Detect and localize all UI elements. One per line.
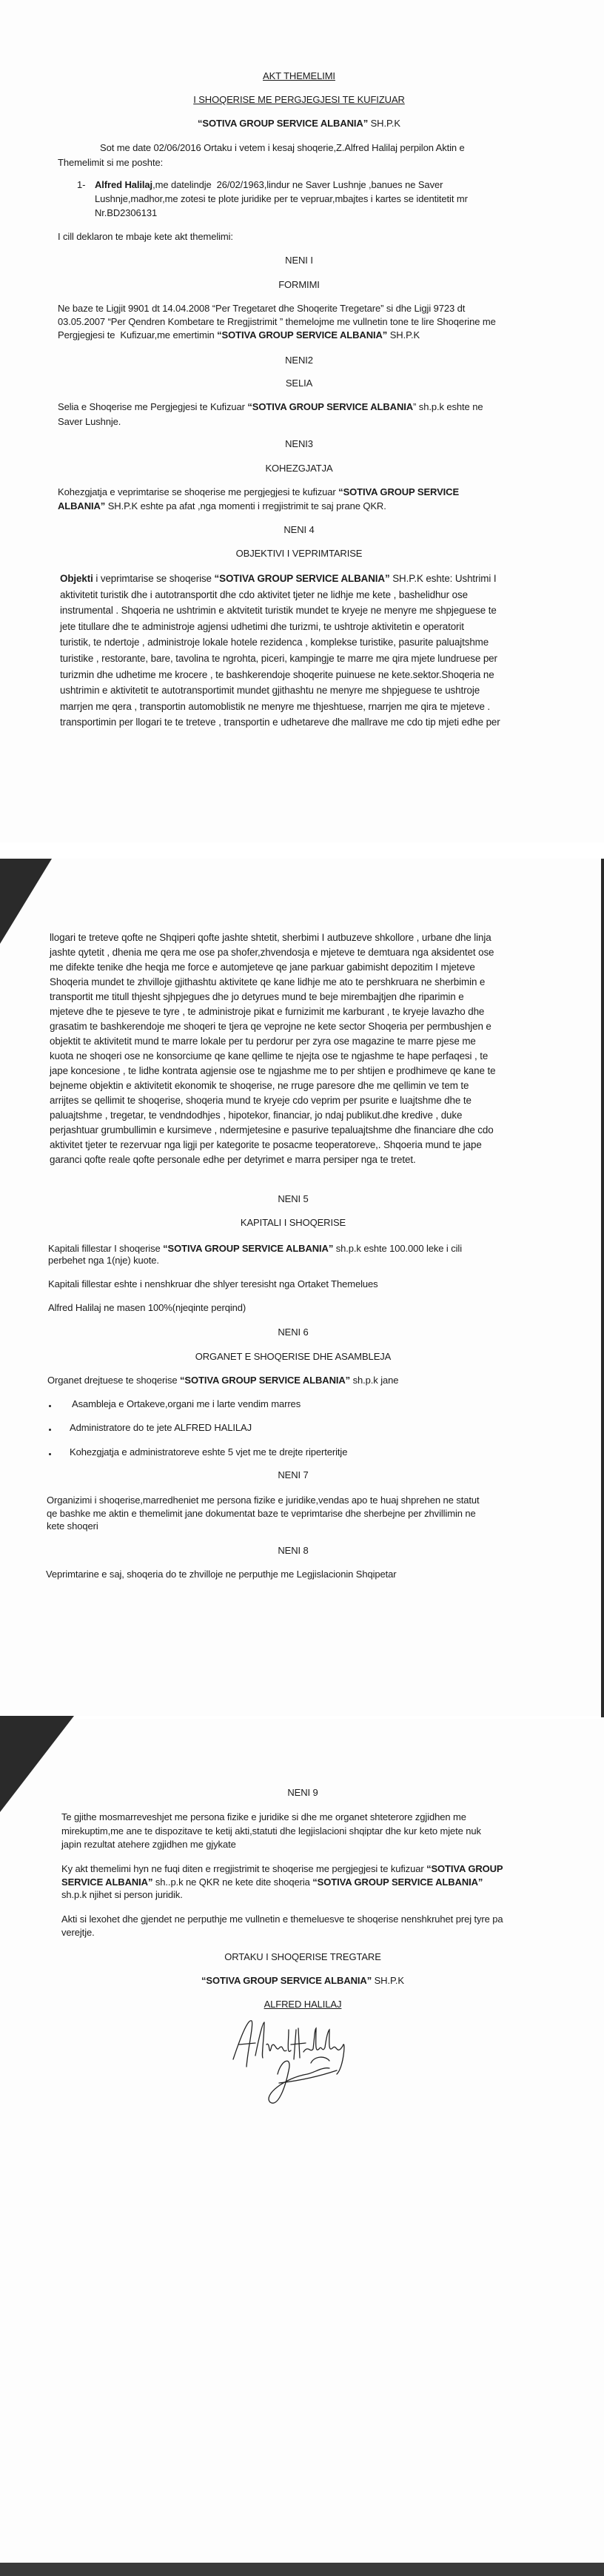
text-segment: SH.P.K eshte: Ushtrimi I bbox=[389, 573, 497, 584]
approval-text-line: Akti si lexohet dhe gjendet ne perputhje me vullnetin e themeluesve te shoqerise nenshkruhet prej tyre pa bbox=[61, 1913, 503, 1925]
text-segment: ” sh.p.k eshte ne bbox=[413, 401, 483, 412]
article-4-text-continued-line: Shoqeria mundet te zhvilloje gjithashtu aktivitete qe kane lidhje me ato te pershkruara ne sherbimin e bbox=[50, 976, 486, 987]
article-9-text-line: Te gjithe mosmarreveshjet me persona fizike e juridike si dhe me organet shteterore zgjidhen me bbox=[61, 1811, 466, 1822]
scan-shadow-page-2-right bbox=[601, 859, 604, 1717]
article-2-number: NENI2 bbox=[285, 355, 313, 366]
signatory-company bbox=[201, 1975, 404, 1987]
founder-details-line bbox=[95, 179, 443, 191]
article-7-number: NENI 7 bbox=[278, 1469, 309, 1480]
article-9-number: NENI 9 bbox=[287, 1787, 318, 1798]
article-4-text-continued-line: grasatim te bashkerendoje me shoqeri te tjera qe veprojne ne kete sector Shoqeria per permbushjen e bbox=[50, 1021, 491, 1032]
article-3-text-line bbox=[58, 500, 386, 512]
article-4-text-line: marrjen me qera , transportin automoblistik ne menyre me thjeshtuese, rnarrjen me qira te mjeteve . bbox=[60, 701, 491, 712]
article-8-text: Veprimtarine e saj, shoqeria do te zhvilloje ne perputhje me Legjislacionin Shqipetar bbox=[46, 1569, 397, 1580]
text-segment: Kapitali fillestar I shoqerise bbox=[48, 1243, 164, 1254]
article-5-heading: KAPITALI I SHOQERISE bbox=[240, 1217, 346, 1228]
text-segment: ,me datelindje 26/02/1963,lindur ne Saver Lushnje ,banues ne Saver bbox=[152, 179, 443, 190]
signature-image bbox=[226, 2015, 389, 2107]
article-5-number: NENI 5 bbox=[278, 1193, 309, 1204]
bold-text: Alfred Halilaj bbox=[95, 179, 153, 190]
text-segment: Organet drejtuese te shoqerise bbox=[47, 1375, 181, 1386]
text-segment: SH.P.K eshte pa afat ,nga momenti i rregjistrimit te saj prane QKR. bbox=[105, 500, 386, 511]
text-segment: SH.P.K bbox=[372, 1975, 404, 1986]
article-2-text-line bbox=[58, 401, 483, 413]
bold-text: “SOTIVA GROUP SERVICE ALBANIA” bbox=[180, 1375, 351, 1386]
article-5-capital-text-line: perbehet nga 1(nje) kuote. bbox=[48, 1255, 159, 1266]
bold-text: “SOTIVA GROUP bbox=[426, 1863, 503, 1874]
article-1-heading: FORMIMI bbox=[278, 279, 320, 290]
article-4-text-continued-line: llogari te treteve qofte ne Shqiperi qofte jashte shtetit, sherbimi I autbuzeve shkollore , urbane dhe linja bbox=[50, 932, 491, 943]
text-segment: Selia e Shoqerise me Pergjegjesi te Kufizuar bbox=[58, 401, 248, 412]
article-4-text-line: ushtrimin e aktivitetit te autotransportimit mundet gjithashtu ne menyre me shpjeguese te ushtroje bbox=[60, 685, 480, 696]
founder-details-line: Lushnje,madhor,me zotesi te plote juridike per te vepruar,mbajtes i kartes se identitetit mr bbox=[95, 193, 468, 204]
article-1-text-line: Ne baze te Ligjit 9901 dt 14.04.2008 “Per Tregetaret dhe Shoqerite Tregetare” si dhe Ligji 9723 dt bbox=[58, 303, 466, 314]
scan-shadow-page-3-bottom bbox=[0, 2563, 604, 2576]
approval-text-line: verejtje. bbox=[61, 1927, 95, 1938]
intro-paragraph-line: Sot me date 02/06/2016 Ortaku i vetem i kesaj shoqerie,Z.Alfred Halilaj perpilon Aktin e bbox=[100, 142, 465, 153]
text-segment: sh..p.k ne QKR ne kete dite shoqeria bbox=[152, 1876, 313, 1888]
article-4-text-continued-line: mjeteve dhe te pjeseve te tyre , te administroje pikat e furnizimit me karburant , te kryeje lavazho dhe bbox=[50, 1006, 485, 1017]
text-segment: sh.p.k eshte 100.000 leke i cili bbox=[333, 1243, 462, 1254]
text-segment: Kohezgjatja e veprimtarise se shoqerise me pergjegjesi te kufizuar bbox=[58, 486, 339, 497]
article-4-text-continued-line: garanci qofte reale qofte personale edhe per detyrimet e marra persiper nga te tretet. bbox=[50, 1154, 416, 1165]
article-1-text-line: 03.05.2007 “Per Qendren Kombetare te Rregjistrimit ” themelojme me vullnetin tone te lire Shoqerine me bbox=[58, 316, 496, 327]
article-4-text-line: instrumental . Shqoeria ne ushtrimin e aktvitetit turistik mundet te kryeje ne menyre me shpjeguese te bbox=[60, 605, 497, 616]
signatory-role: ORTAKU I SHOQERISE TREGTARE bbox=[224, 1951, 381, 1962]
entry-into-force-text-line bbox=[61, 1876, 483, 1888]
text-segment: SH.P.K bbox=[368, 118, 400, 129]
article-1-number: NENI I bbox=[285, 255, 313, 266]
article-3-text-line bbox=[58, 486, 459, 498]
article-7-text-line: Organizimi i shoqerise,marredheniet me persona fizike e juridike,vendas apo te huaj shprehen ne statut bbox=[47, 1495, 480, 1506]
article-4-text-continued-line: kuota ne shoqeri ose ne konsorciume qe kane qellime te njejta ose te ngjashme te hape perfaqesi , te bbox=[50, 1050, 489, 1061]
article-4-number: NENI 4 bbox=[283, 524, 315, 535]
entry-into-force-text-line: sh.p.k njihet si person juridik. bbox=[61, 1889, 183, 1900]
founder-list-marker: 1- bbox=[77, 179, 86, 190]
bold-text: “SOTIVA GROUP SERVICE ALBANIA bbox=[247, 401, 414, 412]
bullet-icon bbox=[49, 1429, 51, 1431]
declaration-text: I cill deklaron te mbaje kete akt themelimi: bbox=[58, 231, 233, 242]
article-7-text-line: qe bashke me aktin e themelimit jane dokumentat baze te veprimtarise dhe sherbejne per zhvillimin ne bbox=[47, 1508, 476, 1519]
bullet-icon bbox=[49, 1453, 51, 1455]
bold-text: “SOTIVA GROUP SERVICE bbox=[338, 486, 460, 497]
text-segment: i veprimtarise se shoqerise bbox=[93, 573, 215, 584]
article-3-number: NENI3 bbox=[285, 438, 313, 449]
article-4-text-continued-line: perjashtuar grumbullimin e kursimeve , ndermjetesine e pasurive tepaluajtshme dhe financiare dhe cdo bbox=[50, 1124, 494, 1136]
article-1-text-line bbox=[58, 329, 420, 341]
signatory-name: ALFRED HALILAJ bbox=[264, 1999, 342, 2010]
text-segment: SH.P.K bbox=[387, 329, 420, 341]
article-6-text bbox=[47, 1375, 398, 1386]
document-subtitle: I SHOQERISE ME PERGJEGJESI TE KUFIZUAR bbox=[193, 94, 405, 105]
article-4-text-continued-line: aktivitet tjeter te rezervuar nga ligji per kategorite te posacme teoperatoreve,. Shqoeria mund te jape bbox=[50, 1139, 482, 1150]
text-segment: sh.p.k jane bbox=[350, 1375, 399, 1386]
article-4-text-continued-line: jashte qytetit , dhenia me qera me ose pa shofer,zhvendosja e mjeteve te demtuara nga aksidentet ose bbox=[50, 947, 494, 958]
article-6-number: NENI 6 bbox=[278, 1326, 309, 1338]
bold-text: “SOTIVA GROUP SERVICE ALBANIA” bbox=[201, 1975, 372, 1986]
company-heading bbox=[198, 118, 400, 130]
article-4-text-continued-line: transportit me titull thjesht sjhpjegues dhe jo detyrues mund te beje mirembajtjen dhe riparimin e bbox=[50, 991, 464, 1002]
article-7-text-line: kete shoqeri bbox=[47, 1520, 98, 1532]
article-4-text-line: turistike , restorante, bare, tavolina te ngrohta, piceri, kampingje te marre me qira mjete lundruese per bbox=[60, 653, 497, 664]
intro-paragraph-line: Themelimit si me poshte: bbox=[58, 157, 164, 168]
bold-text: SERVICE ALBANIA” bbox=[61, 1876, 153, 1888]
document-title: AKT THEMELIMI bbox=[263, 70, 335, 81]
bold-text: ALBANIA” bbox=[58, 500, 106, 511]
article-4-text-continued-line: me difekte tenike dhe heqja me force e automjeteve qe jane parkuar gabimisht depozitim I mjeteve bbox=[50, 962, 475, 973]
bullet-item: Kohezgjatja e administratoreve eshte 5 vjet me te drejte riperteritje bbox=[70, 1446, 348, 1458]
bold-text: Objekti bbox=[60, 573, 93, 584]
article-4-text-continued-line: jape koncesione , te lidhe kontrata agjensie ose te ngjashme me to per shtijen e prodhimeve qe kane te bbox=[50, 1065, 496, 1076]
article-9-text-line: japin rezultat atehere zgjidhen me gjykate bbox=[61, 1839, 236, 1850]
bold-text: “SOTIVA GROUP SERVICE ALBANIA” bbox=[163, 1243, 334, 1254]
bullet-item: Administratore do te jete ALFRED HALILAJ bbox=[70, 1422, 252, 1433]
article-4-heading: OBJEKTIVI I VEPRIMTARISE bbox=[235, 548, 363, 559]
article-4-text-continued-line: paluajtshme , tregetar, te vendndodhjes , hipotekor, financiar, jo ndaj publikut.dhe kredive , duke bbox=[50, 1110, 463, 1121]
article-3-heading: KOHEZGJATJA bbox=[265, 463, 333, 474]
bold-text: “SOTIVA GROUP SERVICE ALBANIA” bbox=[214, 573, 390, 584]
text-segment: Pergjegjesi te Kufizuar,me emertimin bbox=[58, 329, 218, 341]
article-4-text-line bbox=[60, 573, 496, 585]
article-5-share-text: Alfred Halilaj ne masen 100%(njeqinte perqind) bbox=[48, 1302, 246, 1313]
article-6-heading: ORGANET E SHOQERISE DHE ASAMBLEJA bbox=[195, 1351, 392, 1362]
founder-details-line: Nr.BD2306131 bbox=[95, 207, 158, 218]
entry-into-force-text-line bbox=[61, 1863, 503, 1875]
bold-text: “SOTIVA GROUP SERVICE ALBANIA” bbox=[312, 1876, 483, 1888]
bullet-item: Asambleja e Ortakeve,organi me i larte vendim marres bbox=[72, 1398, 301, 1409]
article-4-text-line: turizmin dhe udhetime me krocere , te bashkerendoje shoqerite puinuese ne kete.sektor.Shoqeria ne bbox=[60, 669, 494, 680]
article-2-text-line: Saver Lushnje. bbox=[58, 416, 121, 427]
bullet-icon bbox=[49, 1405, 51, 1407]
article-4-text-continued-line: bejneme objektin e aktivitetit ekonomik te shoqerise, ne rruge paresore dhe me qellimin ve tem te bbox=[50, 1080, 469, 1091]
article-4-text-continued-line: arrijtes se qellimit te shoqerise, shoqeria mund te kryeje cdo veprim per psurite e luajtshme dhe te bbox=[50, 1095, 472, 1106]
article-4-text-line: jete titullare dhe te administroje agjensi udhetimi dhe turizmi, te ushtroje aktivitetin e operatorit bbox=[60, 621, 464, 632]
article-4-text-line: transportimin per llogari te te treteve , transportin e udhetareve dhe mallrave me cdo tip mjeti edhe per bbox=[60, 717, 500, 728]
article-4-text-line: aktivitetit turistik dhe i autotransportit dhe cdo aktivitet tjeter ne lidhje me kete , bashelidhur ose bbox=[60, 589, 468, 600]
article-9-text-line: mirekuptim,me ane te dispozitave te ketij akti,statuti dhe legjislacioni shqiptar dhe kur keto mjete nuk bbox=[61, 1825, 481, 1837]
article-2-heading: SELIA bbox=[285, 378, 313, 389]
article-4-text-continued-line: objektit te aktivitetit mund te marre lokale per tu perdorur per zyra ose magazine te marre pjese me bbox=[50, 1036, 476, 1047]
article-4-text-line: turistik, te ndertoje , administroje lokale hotele rezidenca , komplekse turistike, pasurite paluajtshme bbox=[60, 637, 489, 648]
article-5-subscribed-text: Kapitali fillestar eshte i nenshkruar dhe shlyer teresisht nga Ortaket Themelues bbox=[48, 1278, 378, 1289]
text-segment: Ky akt themelimi hyn ne fuqi diten e rregjistrimit te shoqerise me pergjegjesi te kufizuar bbox=[61, 1863, 427, 1874]
article-5-capital-text-line bbox=[48, 1243, 462, 1255]
bold-text: “SOTIVA GROUP SERVICE ALBANIA” bbox=[217, 329, 388, 341]
article-8-number: NENI 8 bbox=[278, 1545, 309, 1556]
bold-text: “SOTIVA GROUP SERVICE ALBANIA” bbox=[198, 118, 369, 129]
